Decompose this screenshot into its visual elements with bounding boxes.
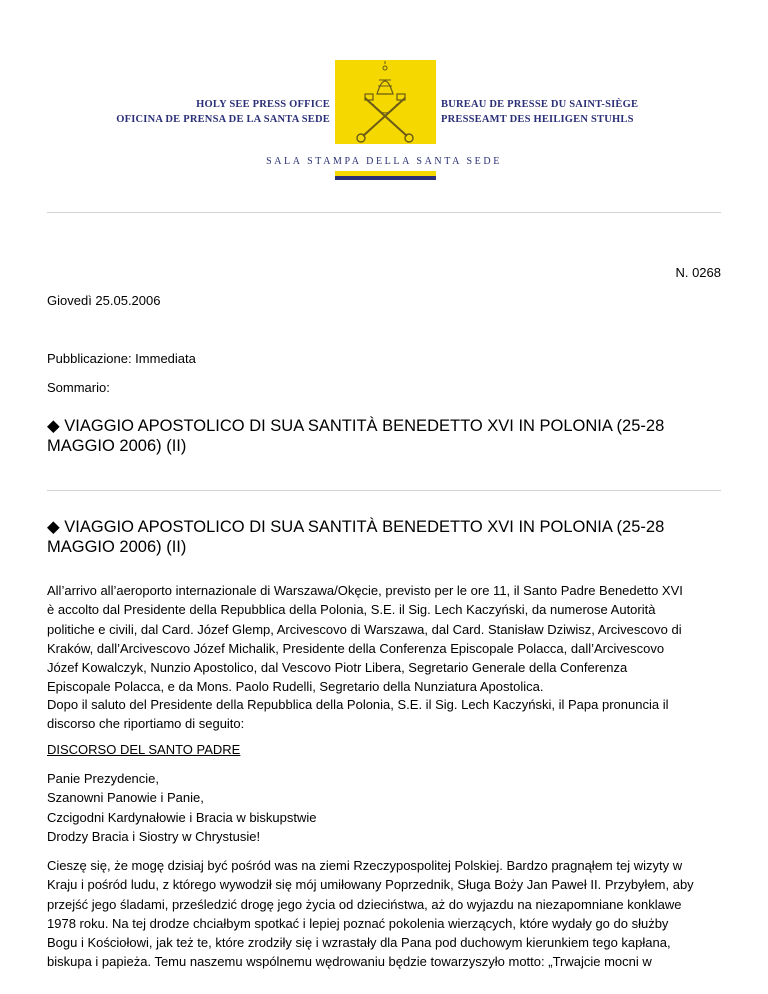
text-line: All’arrivo all’aeroporto internazionale di Warszawa/Okęcie, previsto per le ore 11, il Santo Padre Benedetto XVI [47,583,683,598]
text-line: Kraju i pośród ludu, z którego wywodził się mój umiłowany Poprzednik, Sługa Boży Jan Paweł II. Przybyłem, aby [47,877,694,893]
bulletin-date: Giovedì 25.05.2006 [47,293,161,308]
speech-heading: DISCORSO DEL SANTO PADRE [47,742,241,757]
text-line: biskupa i papieża. Temu naszemu wspólnemu wędrowaniu będzie towarzyszyło motto: „Trwajcie mocni w [47,954,652,970]
summary-item-line2: MAGGIO 2006) (II) [47,437,187,455]
header-right-line1: BUREAU DE PRESSE DU SAINT-SIÈGE [441,99,639,110]
header-left-line1: HOLY SEE PRESS OFFICE [196,99,330,110]
section-title [47,517,721,557]
header-left-titles [116,97,330,127]
holy-see-emblem [335,60,436,144]
header-right-line2: PRESSEAMT DES HEILIGEN STUHLS [441,114,634,125]
text-line: Cieszę się, że mogę dzisiaj być pośród was na ziemi Rzeczypospolitej Polskiej. Bardzo pragnąłem tej wizyty w [47,858,683,873]
summary-item-line1: ◆ VIAGGIO APOSTOLICO DI SUA SANTITÀ BENEDETTO XVI IN POLONIA (25-28 [47,417,665,435]
bulletin-number: N. 0268 [675,265,721,280]
text-line: Drodzy Bracia i Siostry w Chrystusie! [47,828,261,844]
press-office-subheading: SALA STAMPA DELLA SANTA SEDE [266,156,502,167]
summary-label: Sommario: [47,380,110,395]
header-right-titles [441,97,638,127]
header-divider [47,212,721,213]
text-line: Episcopale Polacca, e da Mons. Paolo Rudelli, Segretario della Nunziatura Apostolica. [47,679,544,695]
speech-greeting [47,769,723,846]
text-line: Czcigodni Kardynałowie i Bracia w biskupstwie [47,809,317,825]
paragraph-arrival [47,581,723,697]
section-title-line2: MAGGIO 2006) (II) [47,538,187,556]
text-line: przejść jego śladami, prześledzić drogę jego życia od dzieciństwa, aż do wyjazdu na niezapomniane konklawe [47,896,682,912]
text-line: politiche e civili, dal Card. Józef Glemp, Arcivescovo di Warszawa, dal Card. Stanisław Dziwisz, Arcivescovo di [47,621,682,637]
paragraph-speech-body [47,856,723,972]
text-line: Bogu i Kościołowi, jak też te, które zrodziły się i wzrastały dla Pana pod duchowym kierunkiem tego kapłana, [47,935,671,951]
text-line: è accolto dal Presidente della Repubblica della Polonia, S.E. il Sig. Lech Kaczyński, da numerose Autorità [47,602,656,618]
text-line: Szanowni Panowie i Panie, [47,790,204,806]
blue-stripe [335,176,436,180]
text-line: Panie Prezydencie, [47,771,160,786]
text-line: discorso che riportiamo di seguito: [47,716,245,732]
text-line: Dopo il saluto del Presidente della Repubblica della Polonia, S.E. il Sig. Lech Kaczyński, il Papa pronuncia il [47,697,669,712]
text-line: 1978 roku. Na tej drodze chciałbym spotkać i lepiej poznać pokolenia wierzących, które wydały go do służby [47,915,669,931]
text-line: Kraków, dall’Arcivescovo Józef Michalik, Presidente della Conferenza Episcopale Polacca, dall’Arcivescovo [47,640,665,656]
header-left-line2: OFICINA DE PRENSA DE LA SANTA SEDE [116,114,330,125]
text-line: Józef Kowalczyk, Nunzio Apostolico, dal Vescovo Piotr Libera, Segretario Generale della Conferenza [47,660,628,676]
section-title-line1: ◆ VIAGGIO APOSTOLICO DI SUA SANTITÀ BENEDETTO XVI IN POLONIA (25-28 [47,518,665,536]
publication-status: Pubblicazione: Immediata [47,351,196,366]
summary-item[interactable] [47,416,721,456]
summary-divider [47,490,721,491]
paragraph-greeting-intro [47,695,723,734]
